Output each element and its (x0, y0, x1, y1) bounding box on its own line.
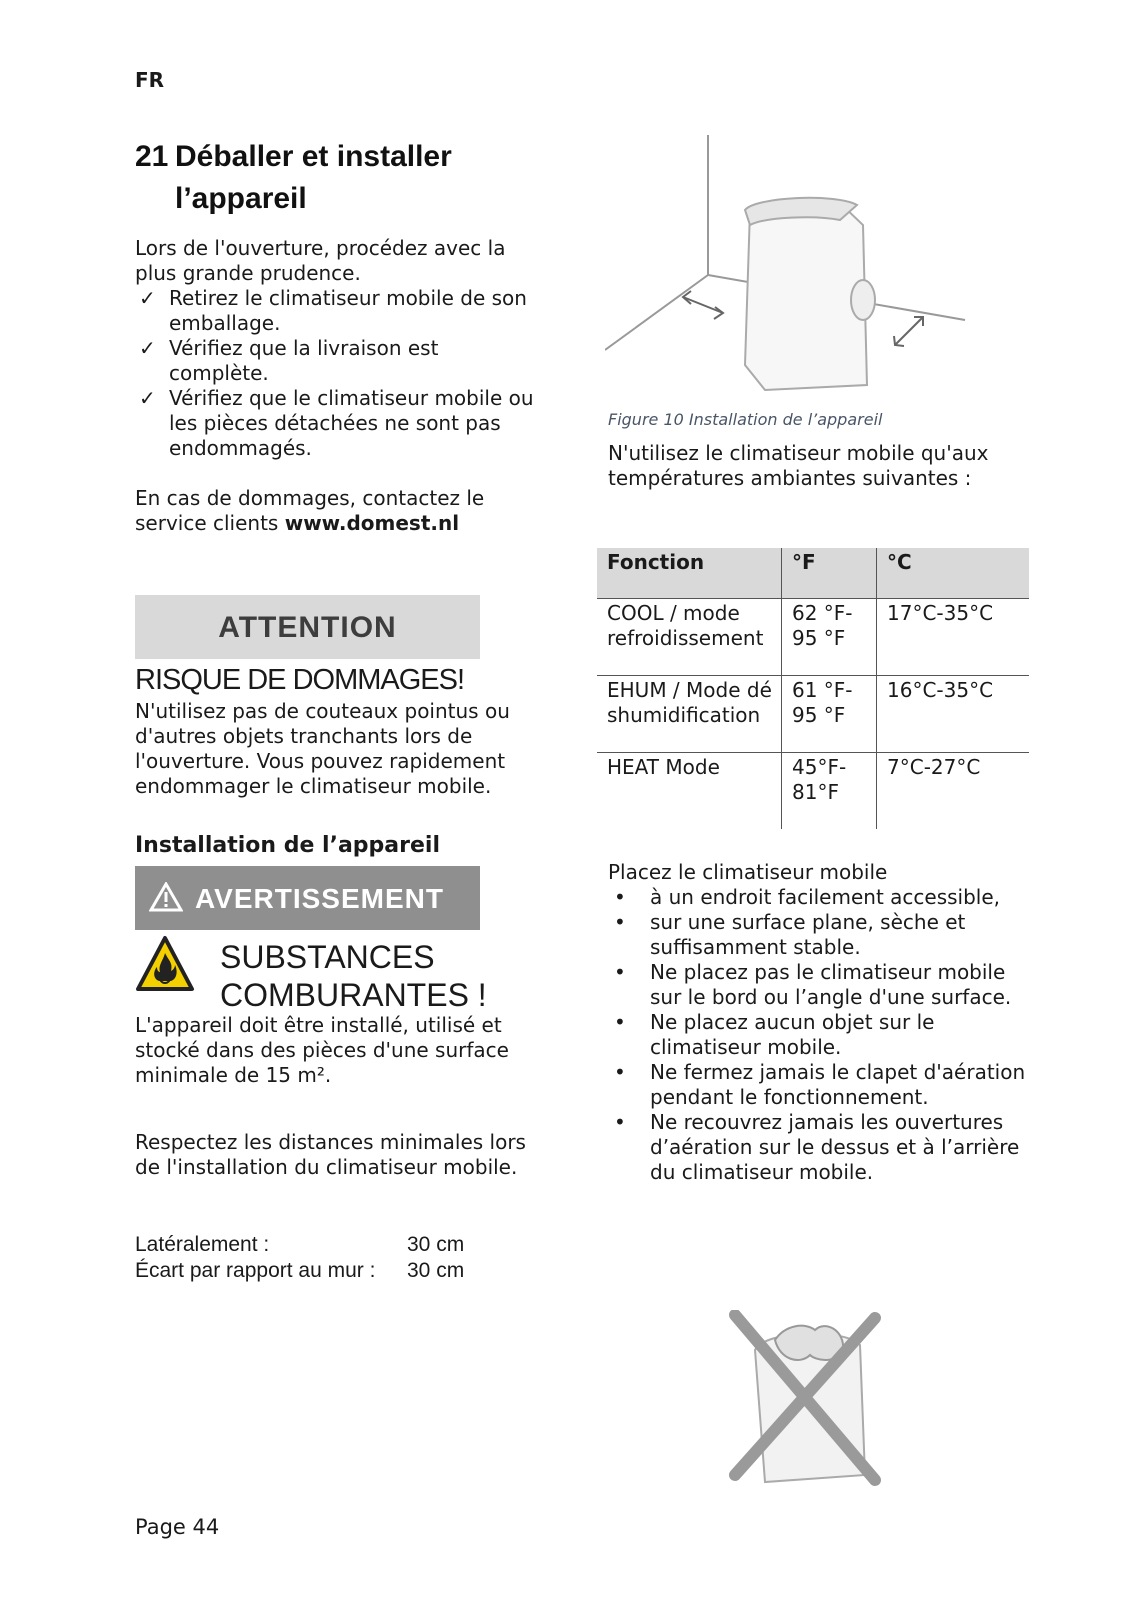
list-item (135, 286, 535, 336)
table-cell: 17°C-35°C (877, 599, 1030, 676)
column-header: Fonction (597, 548, 782, 599)
placement-text: Ne recouvrez jamais les ouvertures d’aération sur le dessus et à l’arrière du climatiseur mobile. (650, 1110, 1020, 1184)
table-row (597, 599, 1029, 676)
bullet-icon: • (614, 1010, 626, 1034)
warning-title-line1: SUBSTANCES (220, 939, 435, 975)
column-header: °F (782, 548, 877, 599)
section-title-line1: Déballer et installer (175, 140, 452, 173)
intro-text: Lors de l'ouverture, procédez avec la plus grande prudence. (135, 236, 506, 285)
table-cell: EHUM / Mode déshumidification (597, 676, 782, 753)
warning-text: L'appareil doit être installé, utilisé et stocké dans des pièces d'une surface minimale de 15 m². (135, 1013, 509, 1087)
check-icon: ✓ (139, 336, 156, 360)
section-title (135, 136, 535, 220)
table-header-row (597, 548, 1029, 599)
table-row (597, 676, 1029, 753)
list-item (608, 885, 1028, 910)
installation-figure (605, 135, 985, 400)
risk-title: RISQUE DE DOMMAGES! (135, 664, 465, 696)
table-cell: 62 °F-95 °F (782, 599, 877, 676)
warning-title-line2: COMBURANTES ! (220, 977, 487, 1013)
list-item (608, 960, 1028, 1010)
placement-text: sur une surface plane, sèche et suffisamment stable. (650, 910, 966, 959)
table-row (597, 753, 1029, 830)
distance-row (135, 1258, 464, 1284)
distances-intro: Respectez les distances minimales lors de l'installation du climatiseur mobile. (135, 1130, 526, 1179)
list-item (608, 1060, 1028, 1110)
checklist-text: Vérifiez que le climatiseur mobile ou les pièces détachées ne sont pas endommagés. (169, 386, 534, 460)
attention-text: N'utilisez pas de couteaux pointus ou d'autres objets tranchants lors de l'ouverture. Vous pouvez rapidement endommager le climatiseur mobile. (135, 699, 510, 798)
check-icon: ✓ (139, 286, 156, 310)
warning-banner (135, 866, 480, 930)
column-header: °C (877, 548, 1030, 599)
placement-text: Ne placez aucun objet sur le climatiseur mobile. (650, 1010, 935, 1059)
bullet-icon: • (614, 885, 626, 909)
service-link[interactable]: www.domest.nl (284, 511, 460, 535)
list-item (608, 910, 1028, 960)
distance-row (135, 1232, 464, 1258)
warning-label: AVERTISSEMENT (195, 882, 444, 914)
warning-triangle-icon (149, 882, 183, 915)
placement-intro: Placez le climatiseur mobile (608, 860, 888, 884)
bullet-icon: • (614, 1110, 626, 1134)
temperature-intro: N'utilisez le climatiseur mobile qu'aux températures ambiantes suivantes : (608, 441, 989, 490)
check-icon: ✓ (139, 386, 156, 410)
placement-text: Ne placez pas le climatiseur mobile sur le bord ou l’angle d'une surface. (650, 960, 1012, 1009)
list-item (135, 336, 535, 386)
placement-text: à un endroit facilement accessible, (650, 885, 1001, 909)
damage-sentence: En cas de dommages, contactez le service clients (135, 486, 485, 535)
damage-text (135, 486, 535, 536)
placement-text: Ne fermez jamais le clapet d'aération pendant le fonctionnement. (650, 1060, 1026, 1109)
flammable-hazard-icon (135, 935, 195, 993)
bullet-icon: • (614, 1060, 626, 1084)
figure-caption: Figure 10 Installation de l’appareil (608, 410, 883, 429)
table-cell: COOL / mode refroidissement (597, 599, 782, 676)
checklist-text: Vérifiez que la livraison est complète. (169, 336, 439, 385)
table-cell: 16°C-35°C (877, 676, 1030, 753)
section-title-line2: l’appareil (175, 182, 307, 215)
checklist-text: Retirez le climatiseur mobile de son emballage. (169, 286, 527, 335)
warning-title (220, 938, 487, 1014)
page-number: Page 44 (135, 1515, 220, 1539)
distance-label: Écart par rapport au mur : (135, 1259, 376, 1282)
prohibited-covering-figure (725, 1310, 885, 1490)
distances-table (135, 1232, 464, 1284)
table-cell: HEAT Mode (597, 753, 782, 830)
distance-label: Latéralement : (135, 1233, 270, 1256)
placement-list (608, 885, 1028, 1185)
list-item (608, 1110, 1028, 1185)
distance-value: 30 cm (407, 1259, 465, 1282)
distance-value: 30 cm (407, 1233, 465, 1256)
installation-heading: Installation de l’appareil (135, 833, 440, 858)
list-item (608, 1010, 1028, 1060)
list-item (135, 386, 535, 461)
bullet-icon: • (614, 960, 626, 984)
section-number: 21 (135, 140, 169, 173)
table-cell: 45°F-81°F (782, 753, 877, 830)
temperature-table (597, 548, 1029, 829)
table-cell: 7°C-27°C (877, 753, 1030, 830)
table-cell: 61 °F-95 °F (782, 676, 877, 753)
attention-banner: ATTENTION (135, 595, 480, 659)
bullet-icon: • (614, 910, 626, 934)
language-label: FR (135, 68, 165, 92)
checklist (135, 286, 535, 461)
